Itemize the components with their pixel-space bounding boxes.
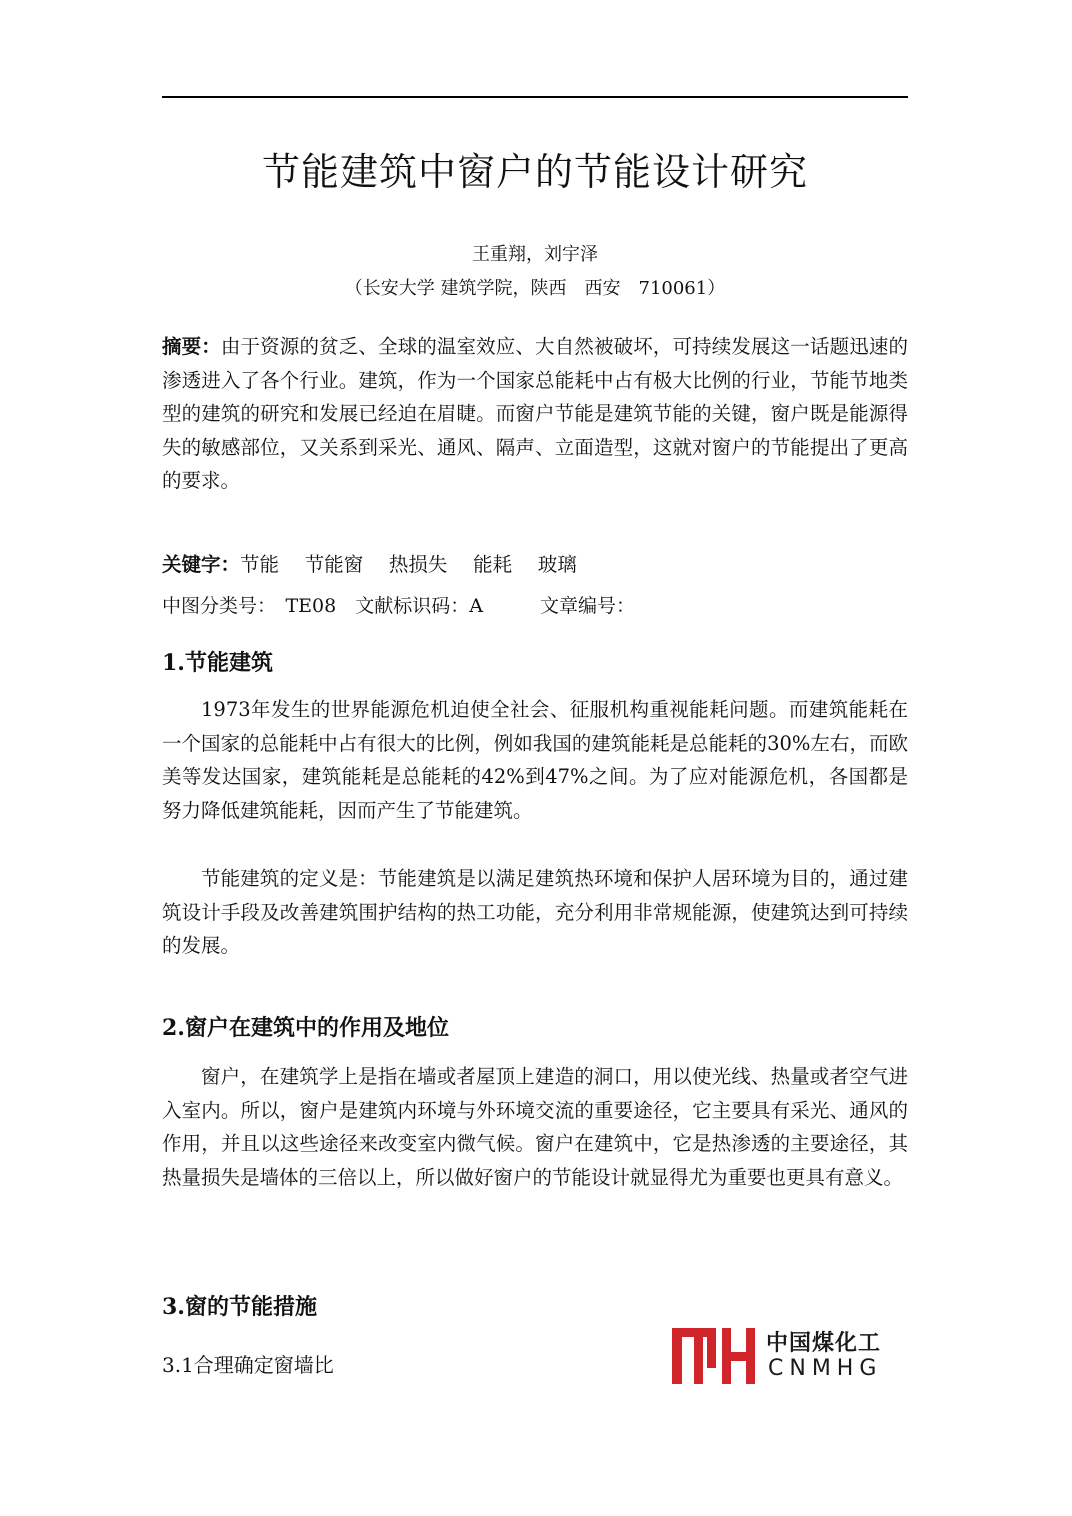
logo-abbr: CNMHG [768,1356,883,1381]
section-3-heading: 3.窗的节能措施 [162,1294,317,1320]
section-1-paragraph-1: 1973年发生的世界能源危机迫使全社会、征服机构重视能耗问题。而建筑能耗在一个国家的总能耗中占有很大的比例，例如我国的建筑能耗是总能耗的30%左右，而欧美等发达国家，建筑能耗是总能耗的42%到47%之间。为了应对能源危机，各国都是努力降低建筑能耗，因而产生了节能建筑。 [162,698,908,822]
section-2-heading: 2.窗户在建筑中的作用及地位 [162,1015,449,1041]
keywords-text: 节能 节能窗 热损失 能耗 玻璃 [240,553,577,576]
section-1-paragraph-2: 节能建筑的定义是：节能建筑是以满足建筑热环境和保护人居环境为目的，通过建筑设计手段及改善建筑围护结构的热工功能，充分利用非常规能源，使建筑达到可持续的发展。 [162,867,908,957]
mh-logo-shape [672,1328,755,1384]
authors: 王重翔，刘宇泽 [472,244,598,265]
section-1-heading: 1.节能建筑 [162,650,273,676]
abstract [162,330,908,498]
keywords [162,550,577,580]
abstract-label: 摘要： [162,335,221,358]
subsection-3-1-heading: 3.1合理确定窗墙比 [162,1353,334,1377]
keywords-label: 关键字： [162,553,241,576]
abstract-text: 由于资源的贫乏、全球的温室效应、大自然被破坏，可持续发展这一话题迅速的渗透进入了各个行业。建筑，作为一个国家总能耗中占有极大比例的行业，节能节地类型的建筑的研究和发展已经迫在眉睫。而窗户节能是建筑节能的关键，窗户既是能源得失的敏感部位，又关系到采光、通风、隔声、立面造型，这就对窗户的节能提出了更高的要求。 [162,335,908,492]
logo-name: 中国煤化工 [766,1331,882,1356]
header-rule [162,96,908,98]
paper-title: 节能建筑中窗户的节能设计研究 [261,150,808,194]
section-2-paragraph-1: 窗户，在建筑学上是指在墙或者屋顶上建造的洞口，用以使光线、热量或者空气进入室内。所以，窗户是建筑内环境与外环境交流的重要途径，它主要具有采光、通风的作用，并且以这些途径来改变室内微气候。窗户在建筑中，它是热渗透的主要途径，其热量损失是墙体的三倍以上，所以做好窗户的节能设计就显得尤为重要也更具有意义。 [162,1065,908,1189]
classification-line: 中图分类号： TE08 文献标识码：A 文章编号： [162,595,635,617]
affiliation: （长安大学 建筑学院，陕西 西安 710061） [344,278,726,299]
